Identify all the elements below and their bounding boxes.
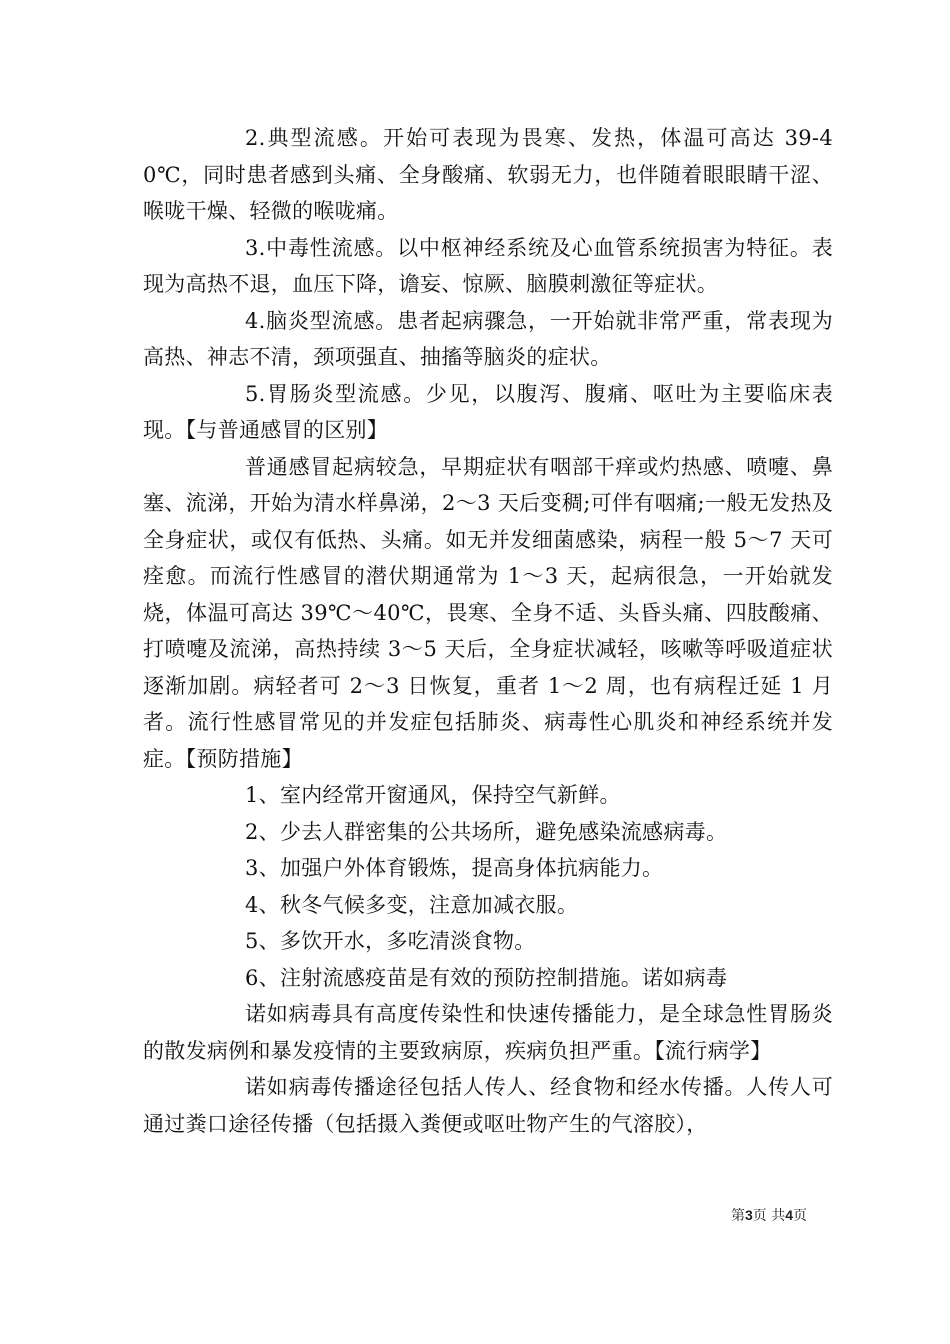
footer-suffix: 页 [793,1208,807,1224]
footer-total-pages: 4 [785,1207,793,1223]
prevention-item-2: 2、少去人群密集的公共场所，避免感染流感病毒。 [245,819,728,844]
paragraph-encephalitis-flu: 4.脑炎型流感。患者起病骤急，一开始就非常严重，常表现为高热、神志不清，颈项强直、抽搐等脑炎的症状。 [143,308,833,369]
prevention-item-1: 1、室内经常开窗通风，保持空气新鲜。 [245,783,621,807]
paragraph-typical-flu: 2.典型流感。开始可表现为畏寒、发热，体温可高达 39-40℃，同时患者感到头痛、全身酸痛、软弱无力，也伴随着眼眼睛干涩、喉咙干燥、轻微的喉咙痛。 [143,126,833,223]
footer-prefix: 第 [730,1208,745,1224]
footer-middle: 页 共 [752,1208,786,1224]
document-body [143,120,833,1142]
prevention-item-6: 6、注射流感疫苗是有效的预防控制措施。诺如病毒 [245,965,728,990]
prevention-item-5: 5、多饮开水，多吃清淡食物。 [245,929,536,953]
footer-current-page: 3 [744,1207,753,1223]
paragraph-norovirus-intro: 诺如病毒具有高度传染性和快速传播能力，是全球急性胃肠炎的散发病例和暴发疫情的主要致病原，疾病负担严重。【流行病学】 [143,1002,833,1063]
paragraph-gastro-flu: 5.胃肠炎型流感。少见，以腹泻、腹痛、呕吐为主要临床表现。【与普通感冒的区别】 [143,381,833,442]
prevention-item-3: 3、加强户外体育锻炼，提高身体抗病能力。 [245,856,664,880]
page-footer [731,1206,807,1225]
paragraph-norovirus-transmission: 诺如病毒传播途径包括人传人、经食物和经水传播。人传人可通过粪口途径传播（包括摄入粪便或呕吐物产生的气溶胶）， [143,1075,833,1136]
prevention-item-4: 4、秋冬气候多变，注意加减衣服。 [245,892,579,917]
paragraph-toxic-flu: 3.中毒性流感。以中枢神经系统及心血管系统损害为特征。表现为高热不退，血压下降，谵妄、惊厥、脑膜刺激征等症状。 [143,235,833,296]
paragraph-common-cold-difference: 普通感冒起病较急，早期症状有咽部干痒或灼热感、喷嚏、鼻塞、流涕，开始为清水样鼻涕，2～3 天后变稠;可伴有咽痛;一般无发热及全身症状，或仅有低热、头痛。如无并发细菌感染，病程一般 5～7 天可痊愈。而流行性感冒的潜伏期通常为 1～3 天，起病很急，一开始就发烧，体温可高达 39℃～40℃，畏寒、全身不适、头昏头痛、四肢酸痛、打喷嚏及流涕，高热持续 3～5 天后，全身症状减轻，咳嗽等呼吸道症状逐渐加剧。病轻者可 2～3 日恢复，重者 1～2 周，也有病程迁延 1 月者。流行性感冒常见的并发症包括肺炎、病毒性心肌炎和神经系统并发症。【预防措施】 [143,454,833,771]
